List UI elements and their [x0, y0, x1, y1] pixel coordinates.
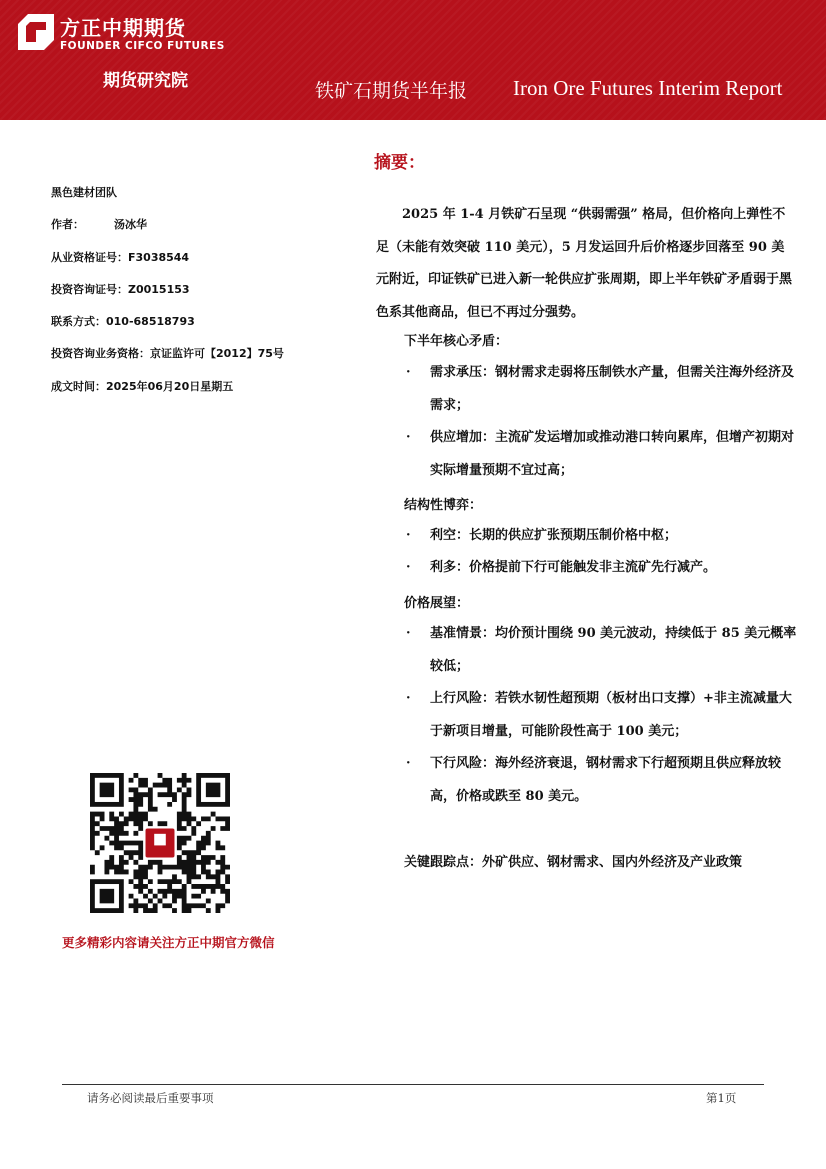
bullet-text: 供应增加：主流矿发运增加或推动港口转向累库，但增产初期对实际增量预期不宜过高； [430, 430, 795, 478]
abstract-title: 摘要： [374, 153, 425, 173]
footer-notice: 请务必阅读最后重要事项 [87, 1091, 214, 1105]
bullet-dot-icon: · [406, 560, 411, 575]
contact-phone: 联系方式：010-68518793 [51, 315, 195, 329]
bullet-text: 上行风险：若铁水韧性超预期（板材出口支撑）+非主流减量大于新项目增量，可能阶段性高于 100 美元； [430, 691, 792, 739]
report-date: 成文时间：2025年06月20日星期五 [51, 379, 234, 393]
institute-name: 期货研究院 [103, 71, 188, 91]
bullet-bullish [406, 552, 798, 585]
bullet-dot-icon: · [406, 430, 411, 445]
abstract-intro: 2025 年 1-4 月铁矿石呈现 “供弱需强” 格局，但价格向上弹性不足（未能有效突破 110 美元），5 月发运回升后价格逐步回落至 90 美元附近，印证铁矿已进入新一轮供应扩张周期，即上半年铁矿矛盾弱于黑色系其他商品，但已不再过分强势。 [376, 207, 793, 320]
follow-wechat-text: 更多精彩内容请关注方正中期官方微信 [62, 935, 275, 950]
bullet-bearish [406, 520, 798, 553]
bullet-dot-icon: · [406, 691, 411, 706]
author-label: 作者： [51, 218, 84, 232]
bullet-upside-risk [406, 683, 798, 748]
bullet-dot-icon: · [406, 528, 411, 543]
founder-logo-icon [18, 14, 54, 50]
bullet-dot-icon: · [406, 626, 411, 641]
bullet-text: 利空：长期的供应扩张预期压制价格中枢； [430, 528, 678, 543]
consult-cert-number: 投资咨询证号：Z0015153 [51, 282, 190, 296]
qualification-number: 从业资格证号：F3038544 [51, 250, 190, 264]
page-number: 第1页 [706, 1091, 737, 1105]
report-header [0, 0, 826, 120]
bullet-supply-increase [406, 422, 798, 487]
team-name: 黑色建材团队 [51, 186, 117, 199]
bullet-dot-icon: · [406, 756, 411, 771]
bullet-downside-risk [406, 748, 798, 813]
business-license: 投资咨询业务资格：京证监许可【2012】75号 [51, 347, 284, 361]
bullet-text: 基准情景：均价预计围绕 90 美元波动，持续低于 85 美元概率较低； [430, 626, 797, 674]
brand-name-en: FOUNDER CIFCO FUTURES [60, 40, 225, 52]
bullet-text: 下行风险：海外经济衰退，钢材需求下行超预期且供应释放较高，价格或跌至 80 美元。 [430, 756, 782, 804]
bullet-text: 需求承压：钢材需求走弱将压制铁水产量，但需关注海外经济及需求； [430, 365, 795, 413]
bullet-text: 利多：价格提前下行可能触发非主流矿先行减产。 [430, 560, 717, 575]
bullet-demand-pressure [406, 357, 798, 422]
section-heading-core-conflict: 下半年核心矛盾： [404, 334, 509, 349]
report-title-en: Iron Ore Futures Interim Report [513, 76, 783, 100]
report-title-cn: 铁矿石期货半年报 [315, 80, 468, 102]
author-info [51, 184, 284, 410]
brand-name-cn: 方正中期期货 [60, 16, 186, 40]
bullet-base-case [406, 618, 798, 683]
bullet-dot-icon: · [406, 365, 411, 380]
key-tracking-points: 关键跟踪点：外矿供应、钢材需求、国内外经济及产业政策 [404, 855, 743, 870]
author-row [51, 216, 284, 248]
section-heading-structural: 结构性博弈： [404, 498, 483, 513]
footer-divider [62, 1084, 764, 1085]
section-heading-price-outlook: 价格展望： [404, 596, 470, 611]
wechat-qr-code-icon [85, 773, 235, 913]
author-name: 汤冰华 [114, 218, 147, 232]
